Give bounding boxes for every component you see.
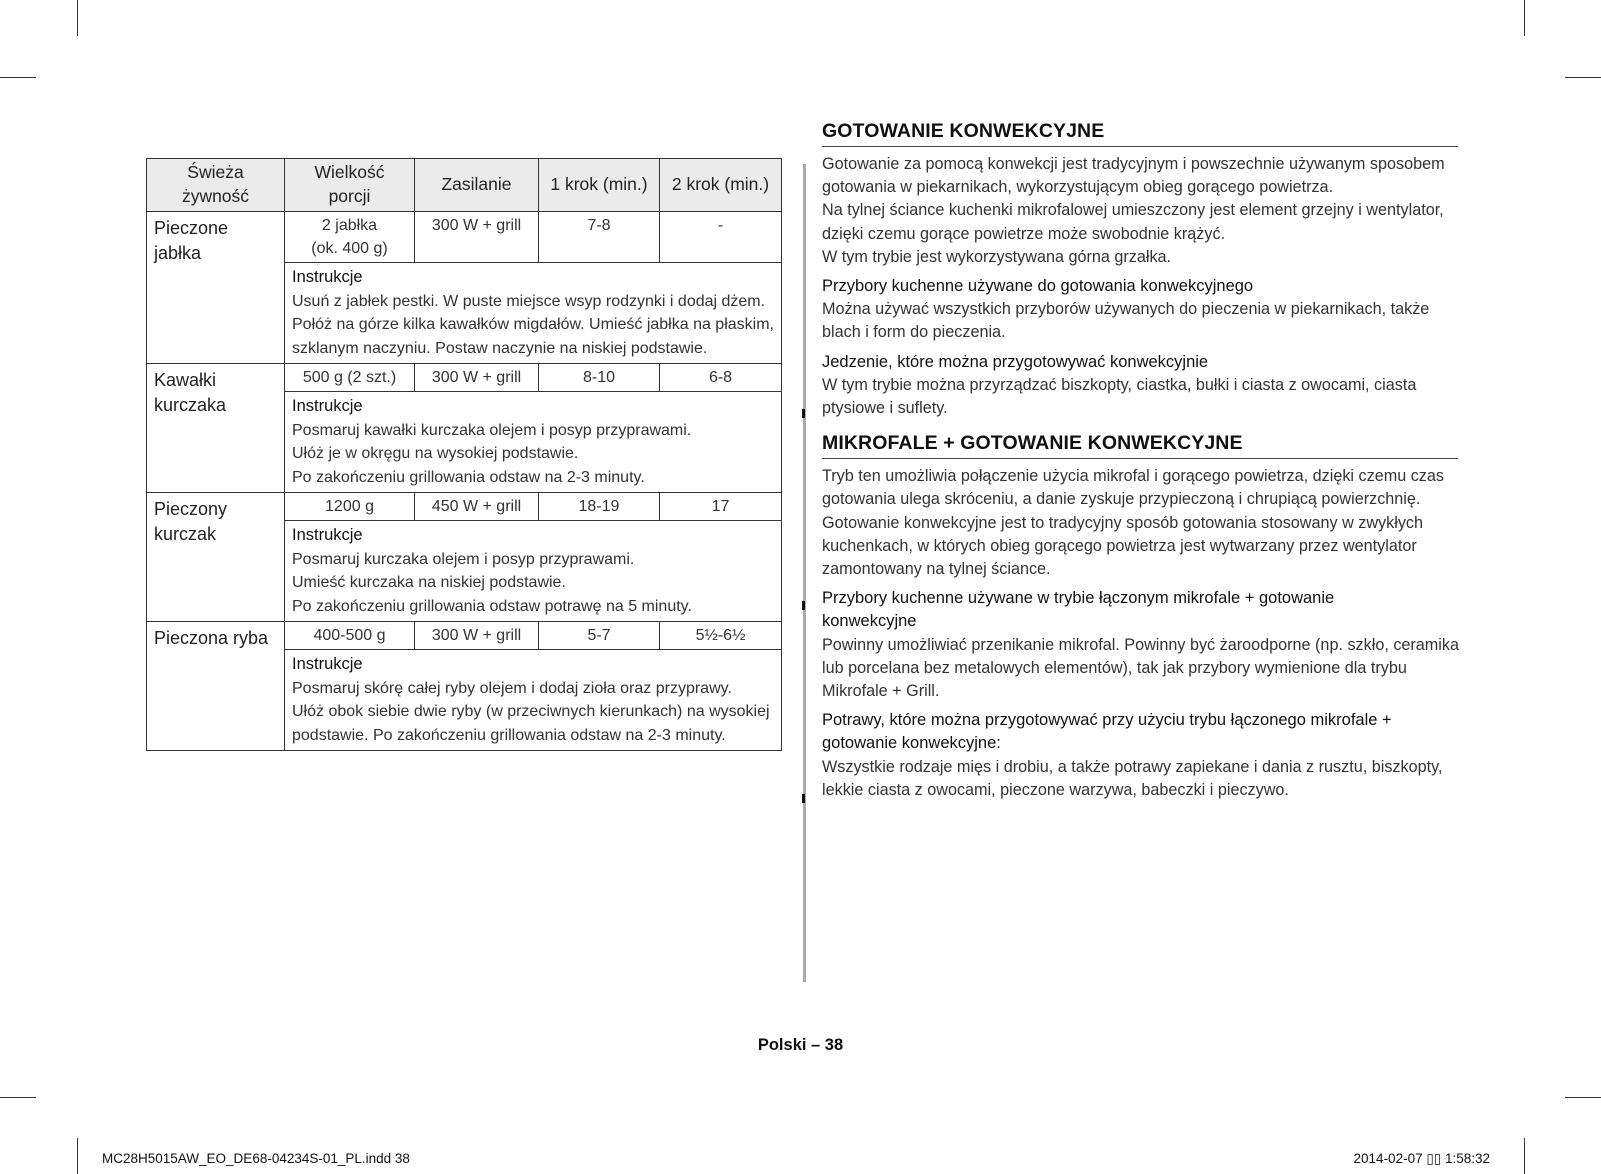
text-line: blach i form do pieczenia. [822, 323, 1006, 342]
rule-tick [802, 601, 805, 610]
column-rule [803, 164, 806, 982]
portion-cell: 500 g (2 szt.) [285, 364, 415, 392]
text-line: gotowanie konwekcyjne: [822, 734, 1001, 753]
crop-mark [77, 0, 78, 36]
power-cell: 300 W + grill [415, 364, 539, 392]
text-line: gotowania ulega skróceniu, a danie zyskuje przypieczoną i chrupiącą powierzchnię. [822, 490, 1421, 509]
text-line: Gotowanie za pomocą konwekcji jest tradycyjnym i powszechnie używanym sposobem [822, 155, 1445, 173]
food-name: Kawałki kurczaka [147, 364, 285, 493]
text-line: Na tylnej ściance kuchenki mikrofalowej umieszczony jest element grzejny i wentylator, [822, 201, 1444, 220]
right-column [822, 118, 1458, 802]
step1-cell: 5-7 [539, 622, 660, 650]
combo-cookware-title [822, 587, 1458, 633]
crop-mark [0, 77, 36, 78]
step2-cell: 17 [660, 493, 782, 521]
text-line: kuchenkach, w których obieg gorącego powietrza jest wytwarzany przez wentylator [822, 536, 1417, 555]
crop-mark [1524, 1138, 1525, 1174]
table-row [147, 212, 782, 263]
header-step2: 2 krok (min.) [660, 159, 782, 212]
instruction-line: Umieść kurczaka na niskiej podstawie. [292, 574, 566, 591]
portion-cell: 400-500 g [285, 622, 415, 650]
combo-food-title [822, 709, 1458, 755]
instruction-line: Po zakończeniu grillowania odstaw potrawę na 5 minuty. [292, 597, 692, 615]
text-line: lekkie ciasta z owocami, pieczone warzywa, babeczki i pieczywo. [822, 780, 1289, 799]
convection-food-text [822, 374, 1458, 420]
convection-intro [822, 153, 1458, 269]
instructions-cell [285, 521, 782, 622]
instruction-line: Posmaruj kurczaka olejem i posyp przyprawami. [292, 550, 635, 568]
food-name: Pieczona ryba [147, 622, 285, 751]
text-line: Można używać wszystkich przyborów używanych do pieczenia w piekarnikach, także [822, 300, 1430, 319]
crop-mark [1565, 77, 1601, 78]
page-number: Polski – 38 [757, 1036, 844, 1054]
instruction-line: Usuń z jabłek pestki. W puste miejsce wsyp rodzynki i dodaj dżem. [292, 292, 766, 310]
combo-food-text [822, 756, 1458, 802]
instruction-line: szklanym naczyniu. Postaw naczynie na niskiej podstawie. [292, 339, 708, 357]
text-line: ptysiowe i suflety. [822, 399, 948, 418]
rule-tick [802, 794, 805, 803]
crop-mark [77, 1138, 78, 1174]
instruction-line: Ułóż obok siebie dwie ryby (w przeciwnych kierunkach) na wysokiej [292, 703, 770, 720]
instructions-cell [285, 650, 782, 751]
step2-cell: 6-8 [660, 364, 782, 392]
instruction-line: podstawie. Po zakończeniu grillowania odstaw na 2-3 minuty. [292, 726, 726, 744]
power-cell: 300 W + grill [415, 622, 539, 650]
header-step1: 1 krok (min.) [539, 159, 660, 212]
portion-cell: 1200 g [285, 493, 415, 521]
table-row [147, 622, 782, 650]
text-line: Mikrofale + Grill. [822, 682, 940, 701]
instructions-label: Instrukcje [292, 655, 363, 673]
file-slug: MC28H5015AW_EO_DE68-04234S-01_PL.indd 38 [102, 1151, 410, 1166]
table-row [147, 493, 782, 521]
convection-heading: GOTOWANIE KONWEKCYJNE [822, 118, 1458, 147]
instructions-label: Instrukcje [292, 526, 363, 544]
instruction-line: Ułóż je w okręgu na wysokiej podstawie. [292, 445, 579, 462]
combo-heading: MIKROFALE + GOTOWANIE KONWEKCYJNE [822, 430, 1458, 459]
step1-cell: 7-8 [539, 212, 660, 263]
step2-cell: 5½-6½ [660, 622, 782, 650]
text-line: konwekcyjne [822, 612, 917, 631]
cooking-table [146, 158, 782, 751]
convection-food-title [822, 351, 1458, 374]
portion-cell: 2 jabłka (ok. 400 g) [285, 212, 415, 263]
header-portion: Wielkość porcji [285, 159, 415, 212]
instructions-label: Instrukcje [292, 397, 363, 415]
text-line: Powinny umożliwiać przenikanie mikrofal. Powinny być żaroodporne (np. szkło, ceramika [822, 635, 1459, 654]
text-line: Gotowanie konwekcyjne jest to tradycyjny sposób gotowania stosowany w zwykłych [822, 513, 1424, 532]
table-row [147, 364, 782, 392]
instructions-label: Instrukcje [292, 268, 363, 286]
food-name: Pieczone jabłka [147, 212, 285, 364]
text-line: Jedzenie, które można przygotowywać konwekcyjnie [822, 352, 1209, 371]
text-line: gotowania w piekarnikach, wykorzystującym obieg gorącego powietrza. [822, 178, 1334, 197]
text-line: zamontowany na tylnej ściance. [822, 560, 1051, 579]
convection-cookware-text [822, 298, 1458, 344]
instruction-line: Posmaruj kawałki kurczaka olejem i posyp przyprawami. [292, 421, 692, 439]
crop-mark [1524, 0, 1525, 36]
text-line: W tym trybie jest wykorzystywana górna grzałka. [822, 247, 1172, 266]
crop-mark [1565, 1097, 1601, 1098]
text-line: Przybory kuchenne używane do gotowania konwekcyjnego [822, 277, 1254, 296]
power-cell: 450 W + grill [415, 493, 539, 521]
convection-cookware-title [822, 275, 1458, 298]
text-line: lub porcelana bez metalowych elementów), tak jak przybory wymienione dla trybu [822, 658, 1407, 677]
text-line: Tryb ten umożliwia połączenie użycia mikrofal i gorącego powietrza, dzięki czemu czas [822, 467, 1444, 486]
text-line: Potrawy, które można przygotowywać przy użyciu trybu łączonego mikrofale + [822, 711, 1392, 730]
step1-cell: 8-10 [539, 364, 660, 392]
instruction-line: Posmaruj skórę całej ryby olejem i dodaj zioła oraz przyprawy. [292, 679, 732, 697]
combo-intro [822, 465, 1458, 581]
instruction-line: Połóż na górze kilka kawałków migdałów. Umieść jabłka na płaskim, [292, 316, 774, 333]
print-timestamp: 2014-02-07 ▯▯ 1:58:32 [1353, 1151, 1490, 1166]
rule-tick [802, 409, 805, 418]
instruction-line: Po zakończeniu grillowania odstaw na 2-3 minuty. [292, 468, 645, 486]
step1-cell: 18-19 [539, 493, 660, 521]
step2-cell: - [660, 212, 782, 263]
combo-cookware-text [822, 634, 1458, 704]
header-power: Zasilanie [415, 159, 539, 212]
text-line: dzięki czemu gorące powietrze może swobodnie krążyć. [822, 224, 1226, 243]
power-cell: 300 W + grill [415, 212, 539, 263]
instructions-cell [285, 392, 782, 493]
food-name: Pieczony kurczak [147, 493, 285, 622]
header-fresh-food: Świeża żywność [147, 159, 285, 212]
crop-mark [0, 1097, 36, 1098]
text-line: W tym trybie można przyrządzać biszkopty, ciastka, bułki i ciasta z owocami, ciasta [822, 375, 1417, 394]
table-header-row [147, 159, 782, 212]
text-line: Wszystkie rodzaje mięs i drobiu, a także potrawy zapiekane i dania z rusztu, biszkopty, [822, 757, 1443, 776]
text-line: Przybory kuchenne używane w trybie łączonym mikrofale + gotowanie [822, 589, 1335, 608]
instructions-cell [285, 263, 782, 364]
